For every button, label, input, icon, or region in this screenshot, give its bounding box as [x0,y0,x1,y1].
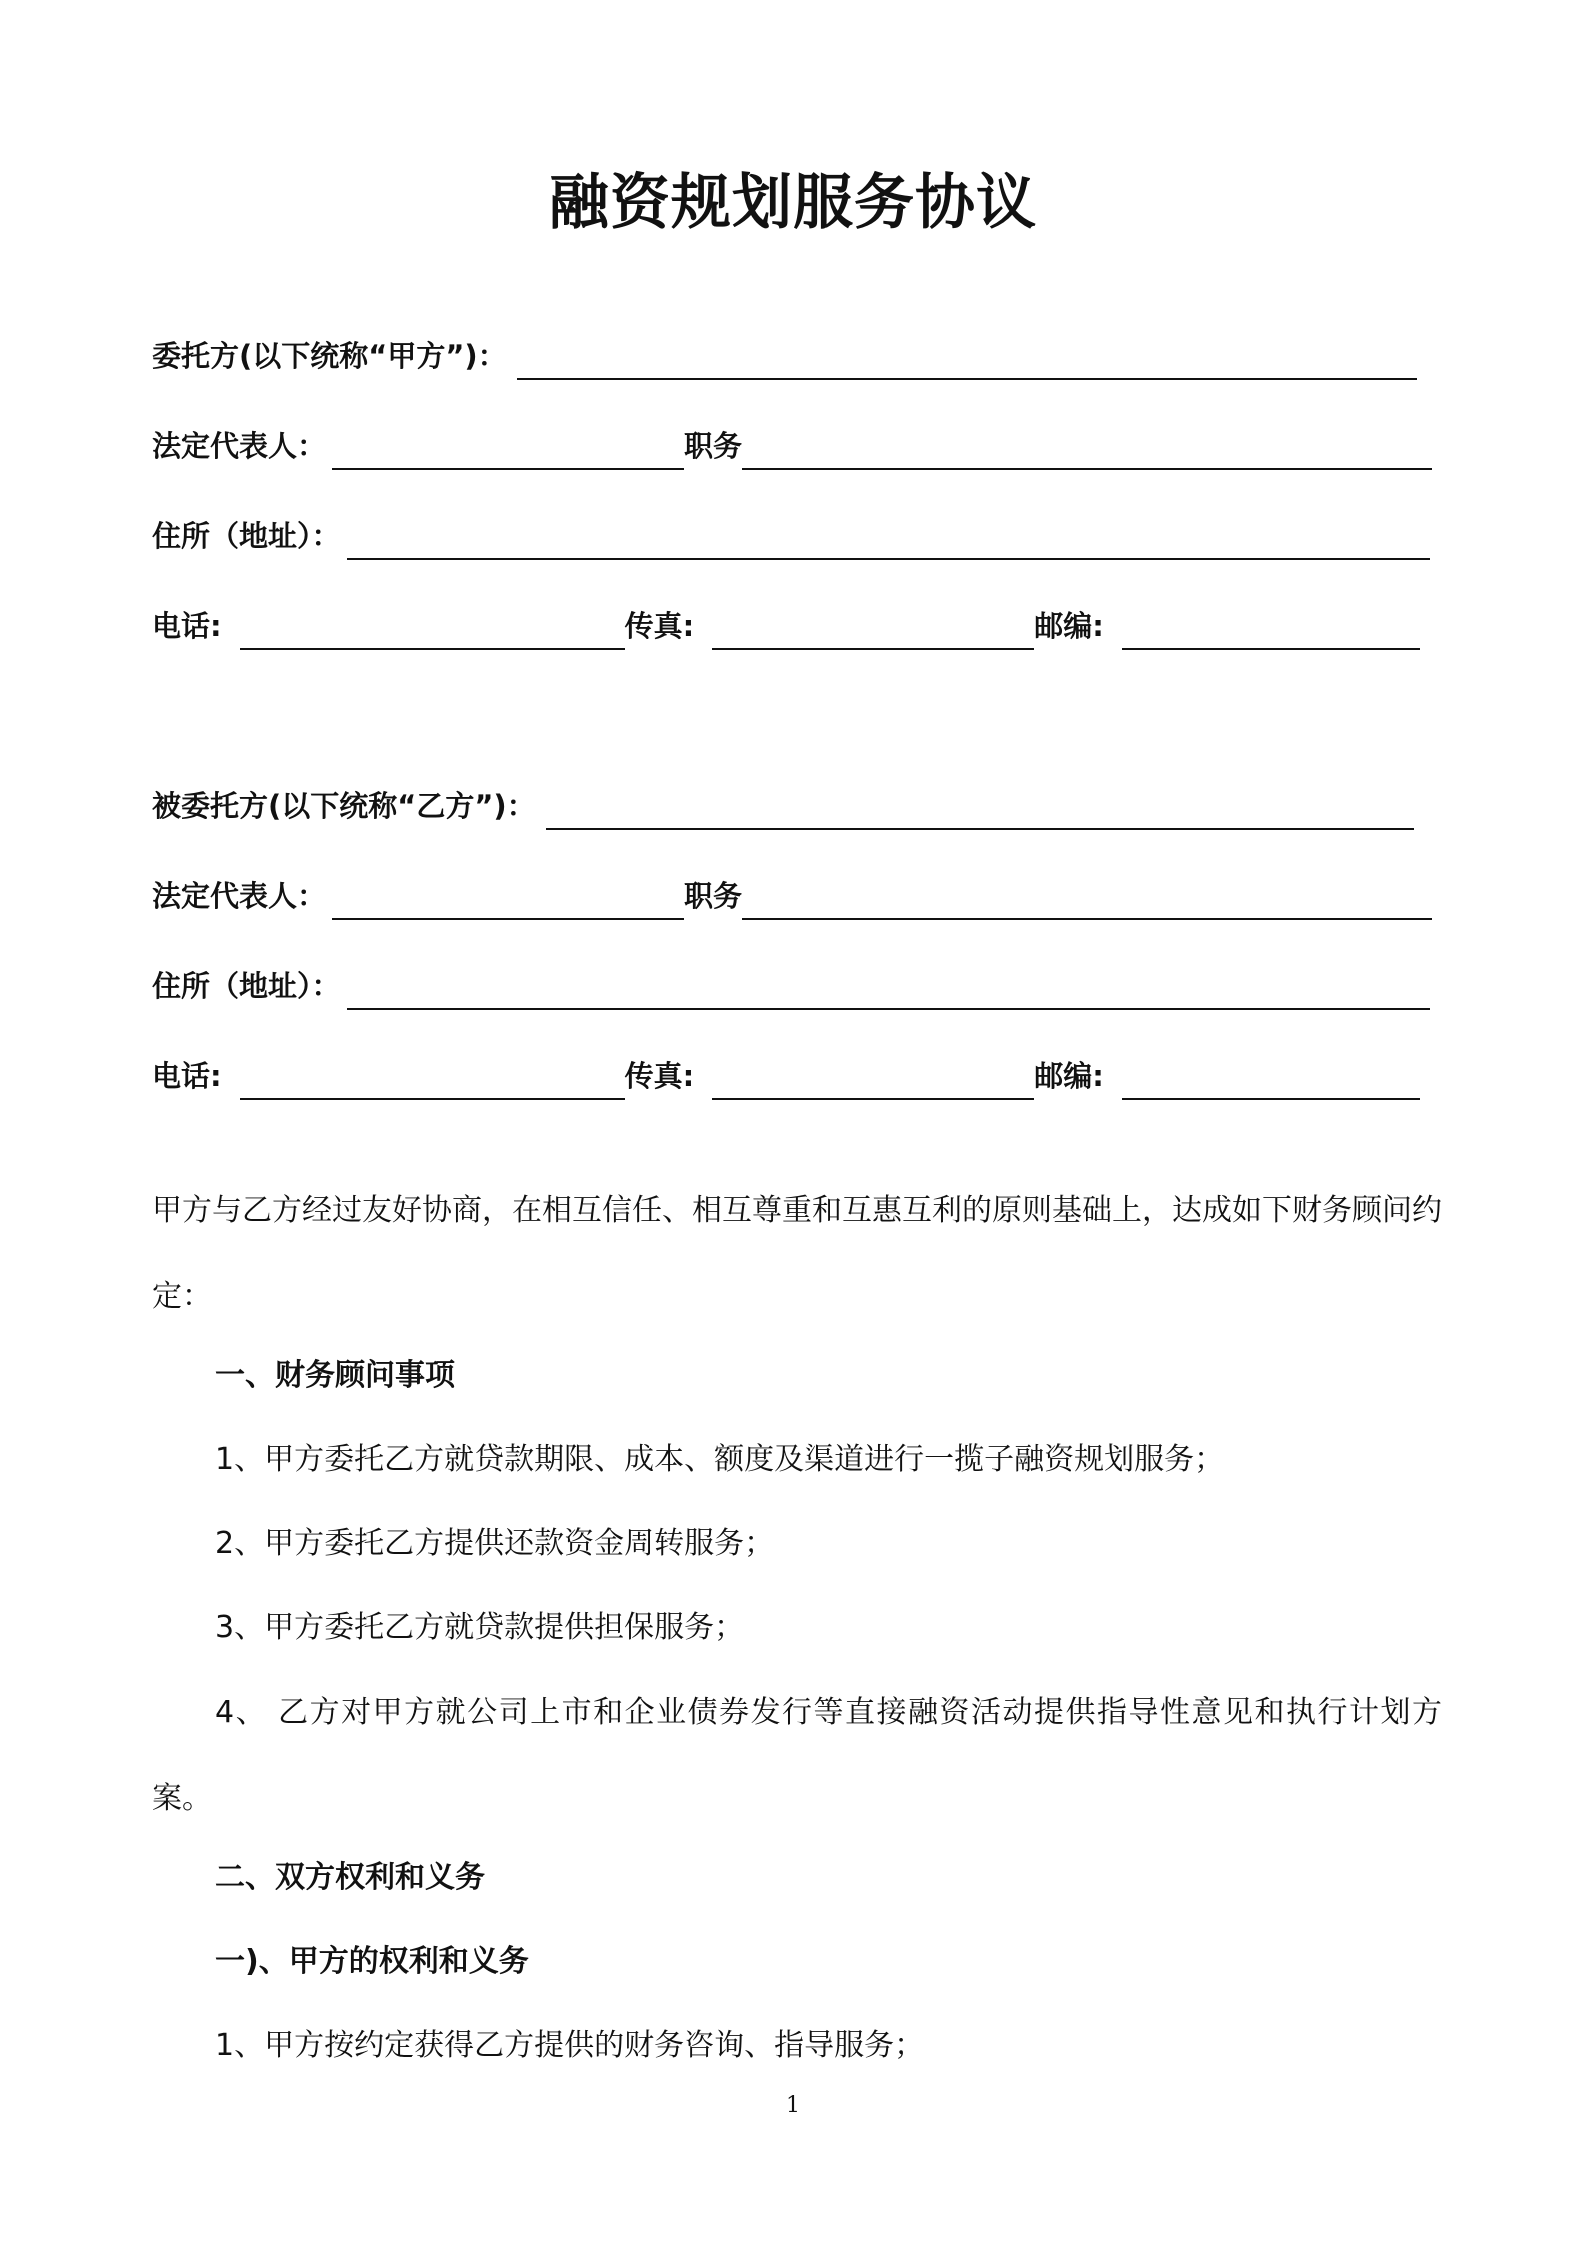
party-a-rep-row [152,410,1442,470]
party-a-name-field[interactable] [517,334,1417,380]
party-a-position-field[interactable] [742,424,1432,470]
party-b-phone-label: 电话: [152,1059,222,1093]
party-a-rep-field[interactable] [332,424,684,470]
party-b-address-field[interactable] [347,964,1430,1010]
party-b-address-label: 住所（地址）： [152,969,341,1003]
section-2-heading: 二、双方权利和义务 [215,1860,485,1895]
party-b-rep-label: 法定代表人： [152,879,327,913]
party-b-fax-field[interactable] [712,1054,1034,1100]
party-b-name-field[interactable] [546,784,1414,830]
section-1-item: 1、甲方委托乙方就贷款期限、成本、额度及渠道进行一揽子融资规划服务； [215,1442,1225,1477]
party-b-position-label: 职务 [684,879,743,913]
party-a-phone-field[interactable] [240,604,625,650]
party-a-address-field[interactable] [347,514,1430,560]
party-a-fax-label: 传真: [624,609,695,643]
party-a-zip-label: 邮编: [1034,609,1104,643]
party-b-address-row [152,950,1442,1010]
document-title: 融资规划服务协议 [549,168,1037,238]
party-b-phone-field[interactable] [240,1054,625,1100]
section-1-item: 2、甲方委托乙方提供还款资金周转服务； [215,1526,775,1561]
party-b-name-row [152,770,1442,830]
intro-paragraph: 甲方与乙方经过友好协商，在相互信任、相互尊重和互惠互利的原则基础上，达成如下财务顾问约定： [152,1193,1442,1314]
section-1-item: 3、甲方委托乙方就贷款提供担保服务； [215,1610,745,1645]
section-1-heading: 一、财务顾问事项 [215,1358,455,1393]
party-b-rep-row [152,860,1442,920]
party-b-zip-label: 邮编: [1034,1059,1104,1093]
party-a-name-row [152,320,1442,380]
party-a-address-row [152,500,1442,560]
page-number: 1 [786,2093,800,2118]
party-a-rep-label: 法定代表人： [152,429,327,463]
party-a-address-label: 住所（地址）： [152,519,341,553]
party-b-zip-field[interactable] [1122,1054,1420,1100]
party-a-contact-row [152,590,1442,650]
party-a-zip-field[interactable] [1122,604,1420,650]
party-a-name-label: 委托方(以下统称“甲方”)： [152,339,507,373]
party-b-fax-label: 传真: [624,1059,695,1093]
section-2-item: 1、甲方按约定获得乙方提供的财务咨询、指导服务； [215,2028,925,2063]
party-a-phone-label: 电话: [152,609,222,643]
party-b-rep-field[interactable] [332,874,684,920]
party-a-fax-field[interactable] [712,604,1034,650]
party-b-position-field[interactable] [742,874,1432,920]
party-a-position-label: 职务 [684,429,743,463]
section-1-item: 4、 乙方对甲方就公司上市和企业债券发行等直接融资活动提供指导性意见和执行计划方案。 [152,1695,1442,1816]
party-b-contact-row [152,1040,1442,1100]
section-2-subheading: 一)、甲方的权利和义务 [215,1944,529,1979]
party-b-name-label: 被委托方(以下统称“乙方”)： [152,789,536,823]
